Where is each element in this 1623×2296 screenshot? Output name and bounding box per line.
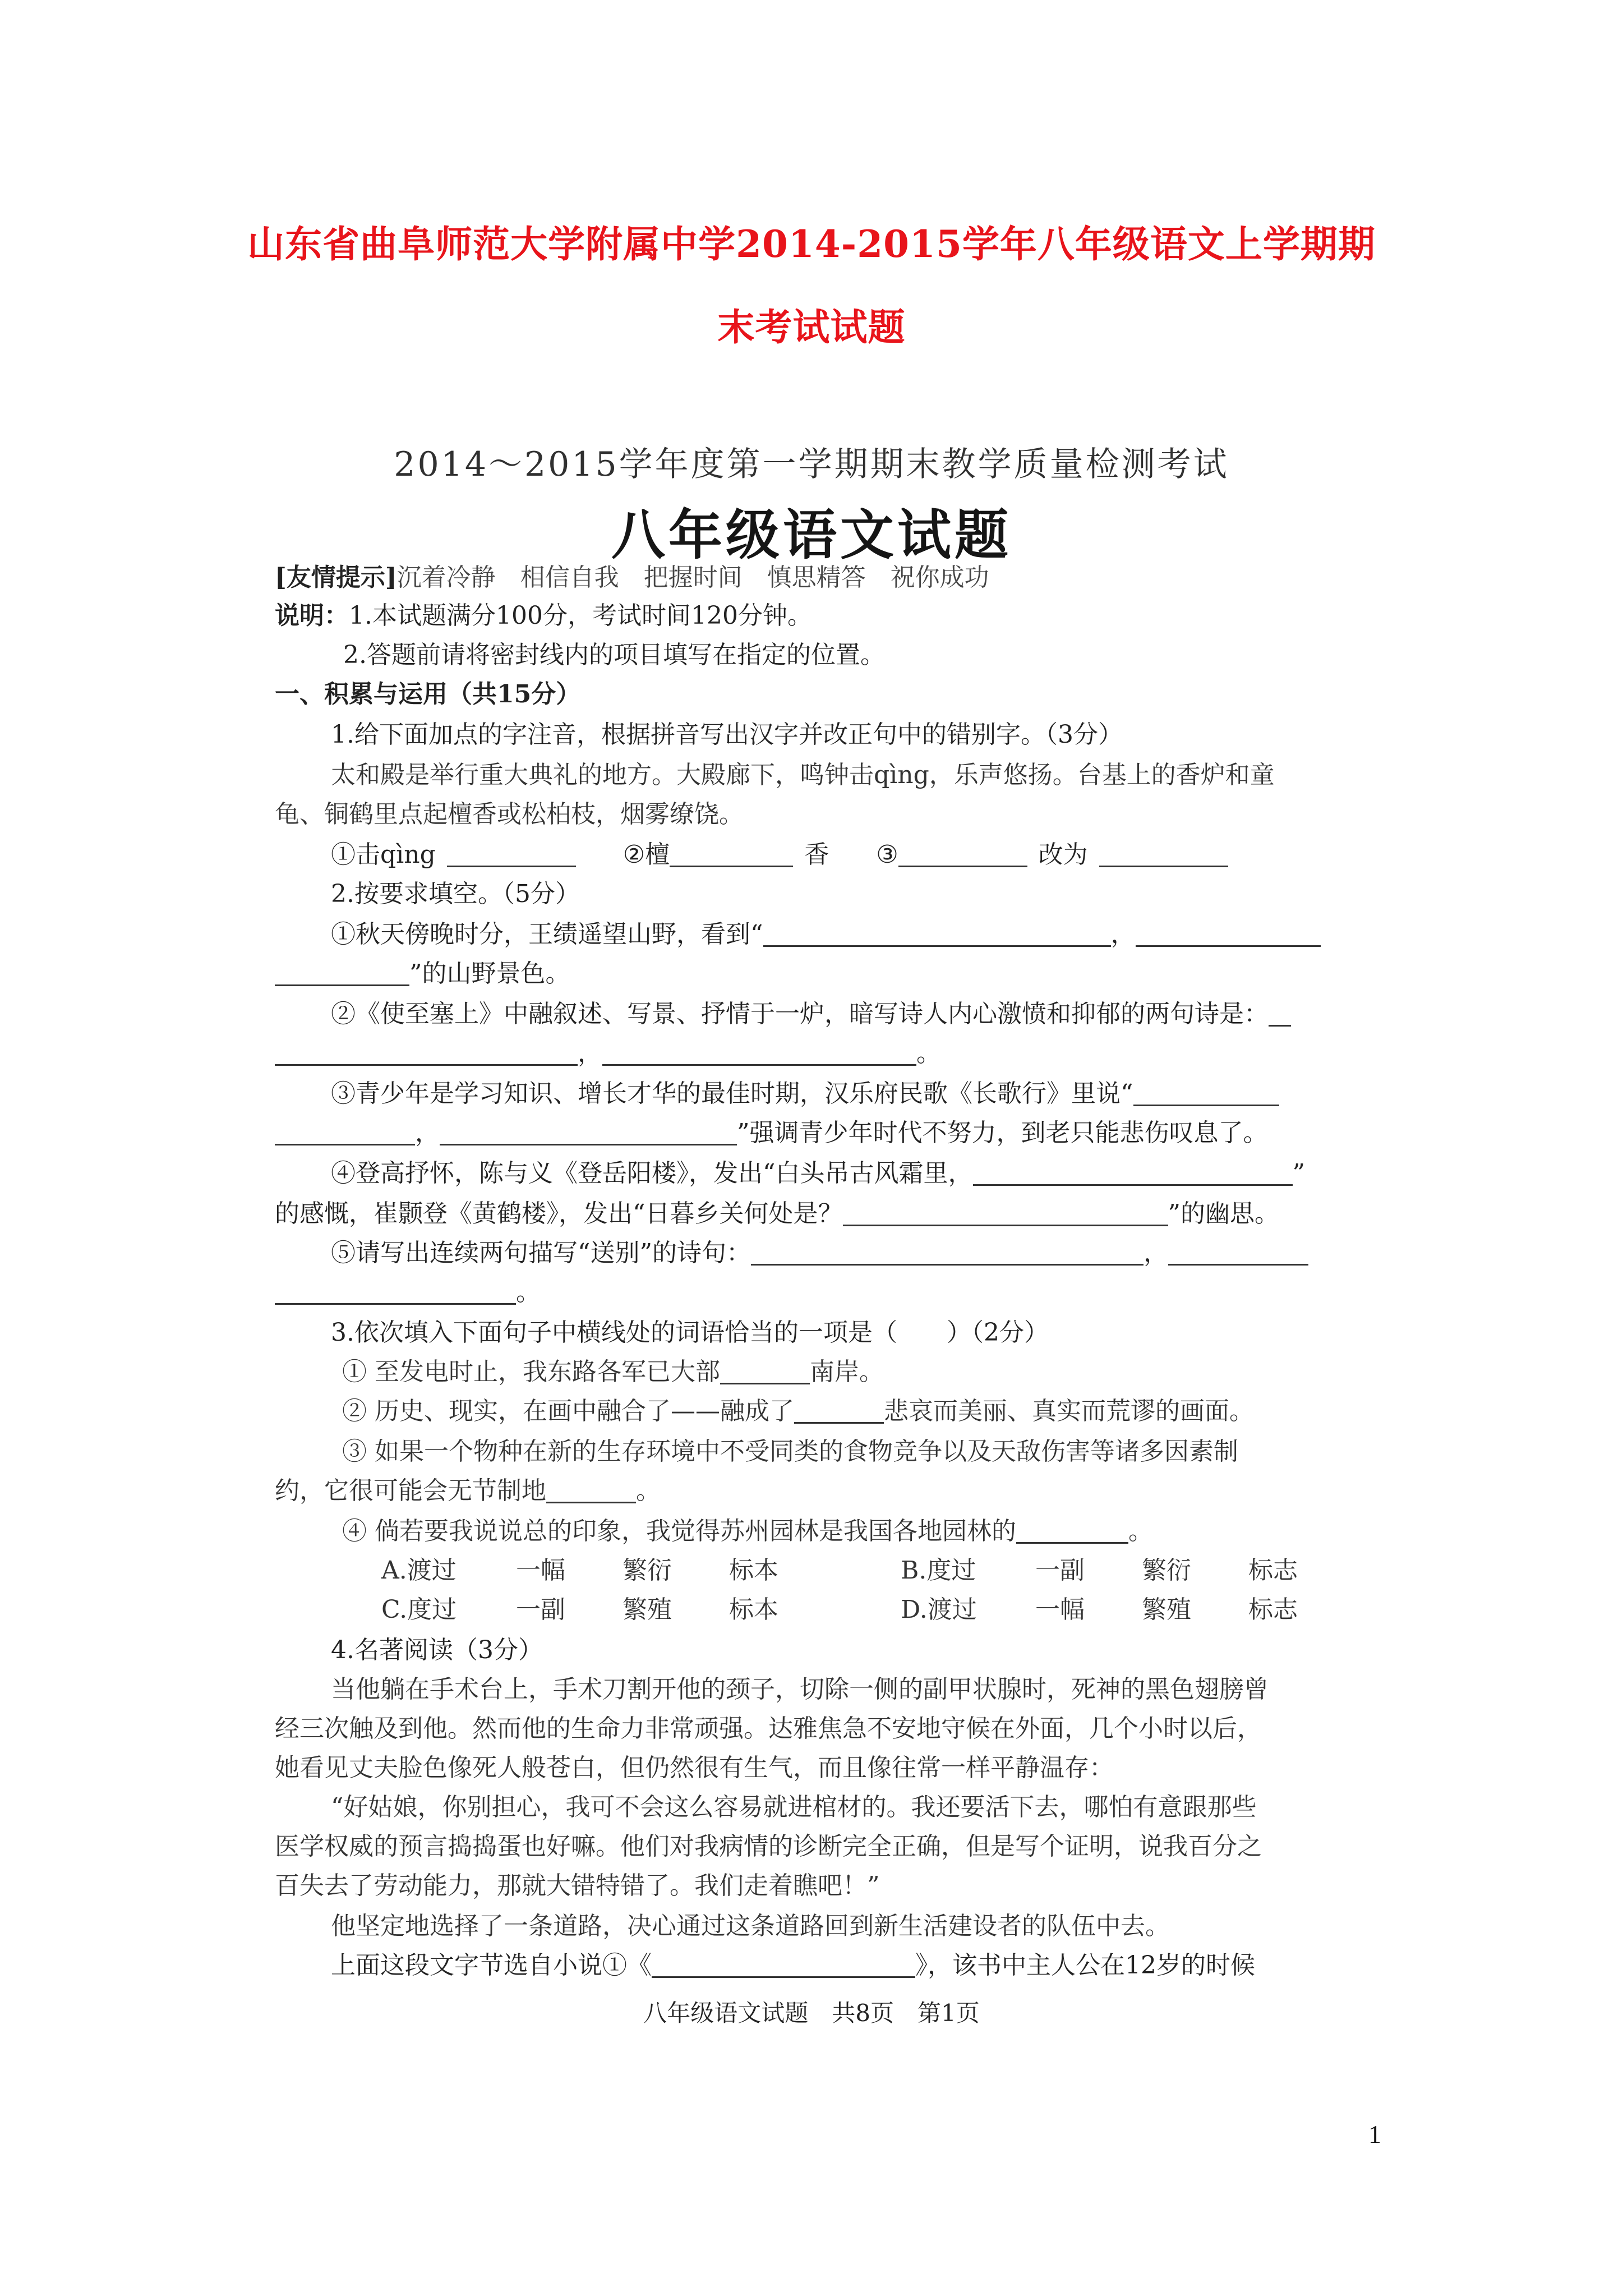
q2-3-blank-b[interactable] [275, 1121, 415, 1145]
q1-answer-3: ③ [876, 840, 898, 869]
q3-item4 [342, 1519, 1153, 1544]
q2-item5-text: ⑤请写出连续两句描写“送别”的诗句： [331, 1239, 751, 1267]
option-d-3: 繁殖 [1142, 1595, 1191, 1624]
q3-item1-text: ① 至发电时止，我东路各军已大部 [342, 1358, 720, 1386]
note-1: 1.本试题满分100分，考试时间120分钟。 [349, 601, 812, 630]
q1-blank-3[interactable] [898, 843, 1027, 867]
q2-item5-comma: ， [1144, 1239, 1168, 1267]
q2-5-blank-c[interactable] [275, 1281, 516, 1305]
q2-item2-comma: ， [578, 1039, 602, 1068]
q2-1-blank-a[interactable] [763, 923, 1111, 947]
q3-item4-end: 。 [1128, 1517, 1153, 1545]
q2-item2-line1 [331, 1002, 1291, 1027]
option-d[interactable] [901, 1595, 1298, 1624]
q2-item2-line2 [275, 1041, 941, 1066]
q2-item4-quote: ” [1292, 1159, 1305, 1188]
doc-title-line1: 山东省曲阜师范大学附属中学2014-2015学年八年级语文上学期期 [247, 222, 1376, 266]
q3-item3-end: 。 [636, 1476, 661, 1505]
option-d-2: 一幅 [1035, 1595, 1085, 1624]
q3-item1 [342, 1360, 884, 1384]
note-label: 说明： [275, 601, 349, 630]
option-c-2: 一副 [516, 1595, 565, 1624]
doc-title-line2: 末考试试题 [717, 305, 906, 349]
q2-4-blank-b[interactable] [843, 1202, 1168, 1226]
q4-item1-text: 上面这段文字节选自小说①《 [331, 1951, 652, 1980]
q2-item3-text: ③青少年是学习知识、增长才华的最佳时期，汉乐府民歌《长歌行》里说“ [331, 1079, 1133, 1108]
q3-item3-text2: 约，它很可能会无节制地 [275, 1476, 546, 1505]
exam-title: 八年级语文试题 [611, 503, 1012, 567]
question-2: 2.按要求填空。（5分） [331, 880, 580, 908]
q2-item1-comma: ， [1110, 920, 1136, 949]
q1-answer-3b: 改为 [1038, 840, 1088, 869]
q2-item3-line1 [331, 1079, 1279, 1108]
passage-line-6: 百失去了劳动能力，那就大错特错了。我们走着瞧吧！” [275, 1871, 880, 1900]
option-c-4: 标本 [729, 1595, 778, 1624]
passage-line-5: 医学权威的预言捣捣蛋也好嘛。他们对我病情的诊断完全正确，但是写个证明，说我百分之 [275, 1832, 1262, 1861]
q3-item3-line2 [275, 1476, 661, 1505]
q3-item2-text: ② 历史、现实，在画中融合了——融成了 [342, 1397, 794, 1425]
q3-3-blank[interactable] [546, 1479, 636, 1503]
page-number: 1 [1368, 2120, 1381, 2148]
q2-item1-end: ”的山野景色。 [409, 959, 570, 988]
option-a-4: 标本 [729, 1556, 778, 1585]
q3-1-blank[interactable] [720, 1360, 810, 1384]
q1-answer-1: ①击qìng [331, 840, 436, 869]
q1-blank-2[interactable] [670, 843, 793, 867]
question-3: 3.依次填入下面句子中横线处的词语恰当的一项是（ ）（2分） [331, 1318, 1049, 1347]
q2-item4-line2 [275, 1199, 1279, 1228]
q2-item3-end: ”强调青少年时代不努力，到老只能悲伤叹息了。 [737, 1119, 1268, 1147]
q1-answers [331, 840, 1228, 869]
q2-item3-line2 [275, 1121, 1268, 1145]
q2-item1-line2 [275, 961, 570, 986]
option-b-1: B.度过 [901, 1556, 976, 1585]
option-b-3: 繁衍 [1142, 1556, 1191, 1585]
q2-3-blank-c[interactable] [440, 1121, 737, 1145]
q2-4-blank-a[interactable] [973, 1162, 1293, 1186]
q2-item4-end: ”的幽思。 [1168, 1199, 1279, 1228]
q2-item5-line2 [275, 1280, 541, 1305]
note-line-1 [275, 601, 812, 630]
q2-item1-text: ①秋天傍晚时分，王绩遥望山野，看到“ [331, 920, 763, 949]
q2-item2-end: 。 [916, 1039, 941, 1068]
q2-item4-text: ④登高抒怀，陈与义《登岳阳楼》，发出“白头吊古风霜里， [331, 1159, 973, 1188]
section-1-title: 一、积累与运用（共15分） [275, 680, 581, 708]
option-c[interactable] [381, 1595, 778, 1624]
option-b[interactable] [901, 1558, 1298, 1583]
option-a[interactable] [381, 1558, 778, 1583]
passage-line-7: 他坚定地选择了一条道路，决心通过这条道路回到新生活建设者的队伍中去。 [331, 1912, 1170, 1940]
q4-item1 [331, 1953, 1255, 1978]
option-a-2: 一幅 [516, 1556, 565, 1585]
q2-item4-text2: 的感慨，崔颢登《黄鹤楼》，发出“日暮乡关何处是？ [275, 1199, 843, 1228]
q3-2-blank[interactable] [794, 1400, 884, 1424]
q3-4-blank[interactable] [1016, 1520, 1128, 1544]
q3-item1-end: 南岸。 [810, 1358, 884, 1386]
q2-2-blank-a[interactable] [1269, 1002, 1291, 1027]
passage-line-1: 当他躺在手术台上，手术刀割开他的颈子，切除一侧的副甲状腺时，死神的黑色翅膀曾 [331, 1675, 1269, 1704]
q4-1-blank[interactable] [652, 1954, 915, 1978]
q3-item3-line1: ③ 如果一个物种在新的生存环境中不受同类的食物竞争以及天敌伤害等诸多因素制 [342, 1437, 1238, 1466]
q1-blank-4[interactable] [1099, 843, 1228, 867]
option-d-4: 标志 [1248, 1595, 1298, 1624]
q2-1-blank-c[interactable] [275, 962, 409, 986]
q2-item1-line1 [331, 922, 1321, 947]
q2-item5-line1 [331, 1241, 1308, 1266]
passage-line-2: 经三次触及到他。然而他的生命力非常顽强。达雅焦急不安地守候在外面，几个小时以后， [275, 1714, 1262, 1743]
passage-line-4: “好姑娘，你别担心，我可不会这么容易就进棺材的。我还要活下去，哪怕有意跟那些 [331, 1793, 1257, 1821]
q2-item4-line1 [331, 1161, 1305, 1186]
option-a-1: A.渡过 [381, 1556, 457, 1585]
q2-2-blank-c[interactable] [602, 1042, 916, 1066]
q3-item2 [342, 1399, 1254, 1424]
option-b-4: 标志 [1248, 1556, 1298, 1585]
question-1: 1.给下面加点的字注音，根据拼音写出汉字并改正句中的错别字。（3分） [331, 720, 1123, 749]
q2-1-blank-b[interactable] [1136, 923, 1321, 947]
q1-passage-line1: 太和殿是举行重大典礼的地方。大殿廊下，鸣钟击qìng，乐声悠扬。台基上的香炉和童 [331, 761, 1275, 789]
q2-5-blank-b[interactable] [1168, 1241, 1308, 1266]
q1-blank-1[interactable] [447, 843, 576, 867]
q3-item4-text: ④ 倘若要我说说总的印象，我觉得苏州园林是我国各地园林的 [342, 1517, 1016, 1545]
tip-line [275, 565, 989, 590]
option-a-3: 繁衍 [623, 1556, 672, 1585]
q2-item3-comma: ， [415, 1119, 440, 1147]
page-footer: 八年级语文试题 共8页 第1页 [643, 1999, 980, 2027]
q2-3-blank-a[interactable] [1133, 1082, 1279, 1106]
question-4: 4.名著阅读（3分） [331, 1636, 543, 1664]
option-d-1: D.渡过 [901, 1595, 977, 1624]
tip-label: [友情提示] [275, 563, 397, 592]
q3-item2-end: 悲哀而美丽、真实而荒谬的画面。 [884, 1397, 1254, 1425]
q4-item1-end: 》，该书中主人公在12岁的时候 [915, 1951, 1255, 1980]
q1-answer-2b: 香 [804, 840, 829, 869]
note-2: 2.答题前请将密封线内的项目填写在指定的位置。 [343, 641, 885, 669]
option-b-2: 一副 [1035, 1556, 1085, 1585]
q2-item2-text: ②《使至塞上》中融叙述、写景、抒情于一炉，暗写诗人内心激愤和抑郁的两句诗是： [331, 1000, 1269, 1028]
q2-item5-end: 。 [516, 1278, 541, 1306]
tip-text: 沉着冷静 相信自我 把握时间 慎思精答 祝你成功 [396, 563, 989, 592]
exam-header: 2014～2015学年度第一学期期末教学质量检测考试 [394, 445, 1229, 484]
option-c-3: 繁殖 [623, 1595, 672, 1624]
q1-passage-line2: 龟、铜鹤里点起檀香或松柏枝，烟雾缭饶。 [275, 800, 744, 829]
q2-2-blank-b[interactable] [275, 1042, 578, 1066]
q1-answer-2: ②檀 [623, 840, 670, 869]
q2-5-blank-a[interactable] [751, 1241, 1144, 1266]
passage-line-3: 她看见丈夫脸色像死人般苍白，但仍然很有生气，而且像往常一样平静温存： [275, 1754, 1114, 1782]
option-c-1: C.度过 [381, 1595, 457, 1624]
